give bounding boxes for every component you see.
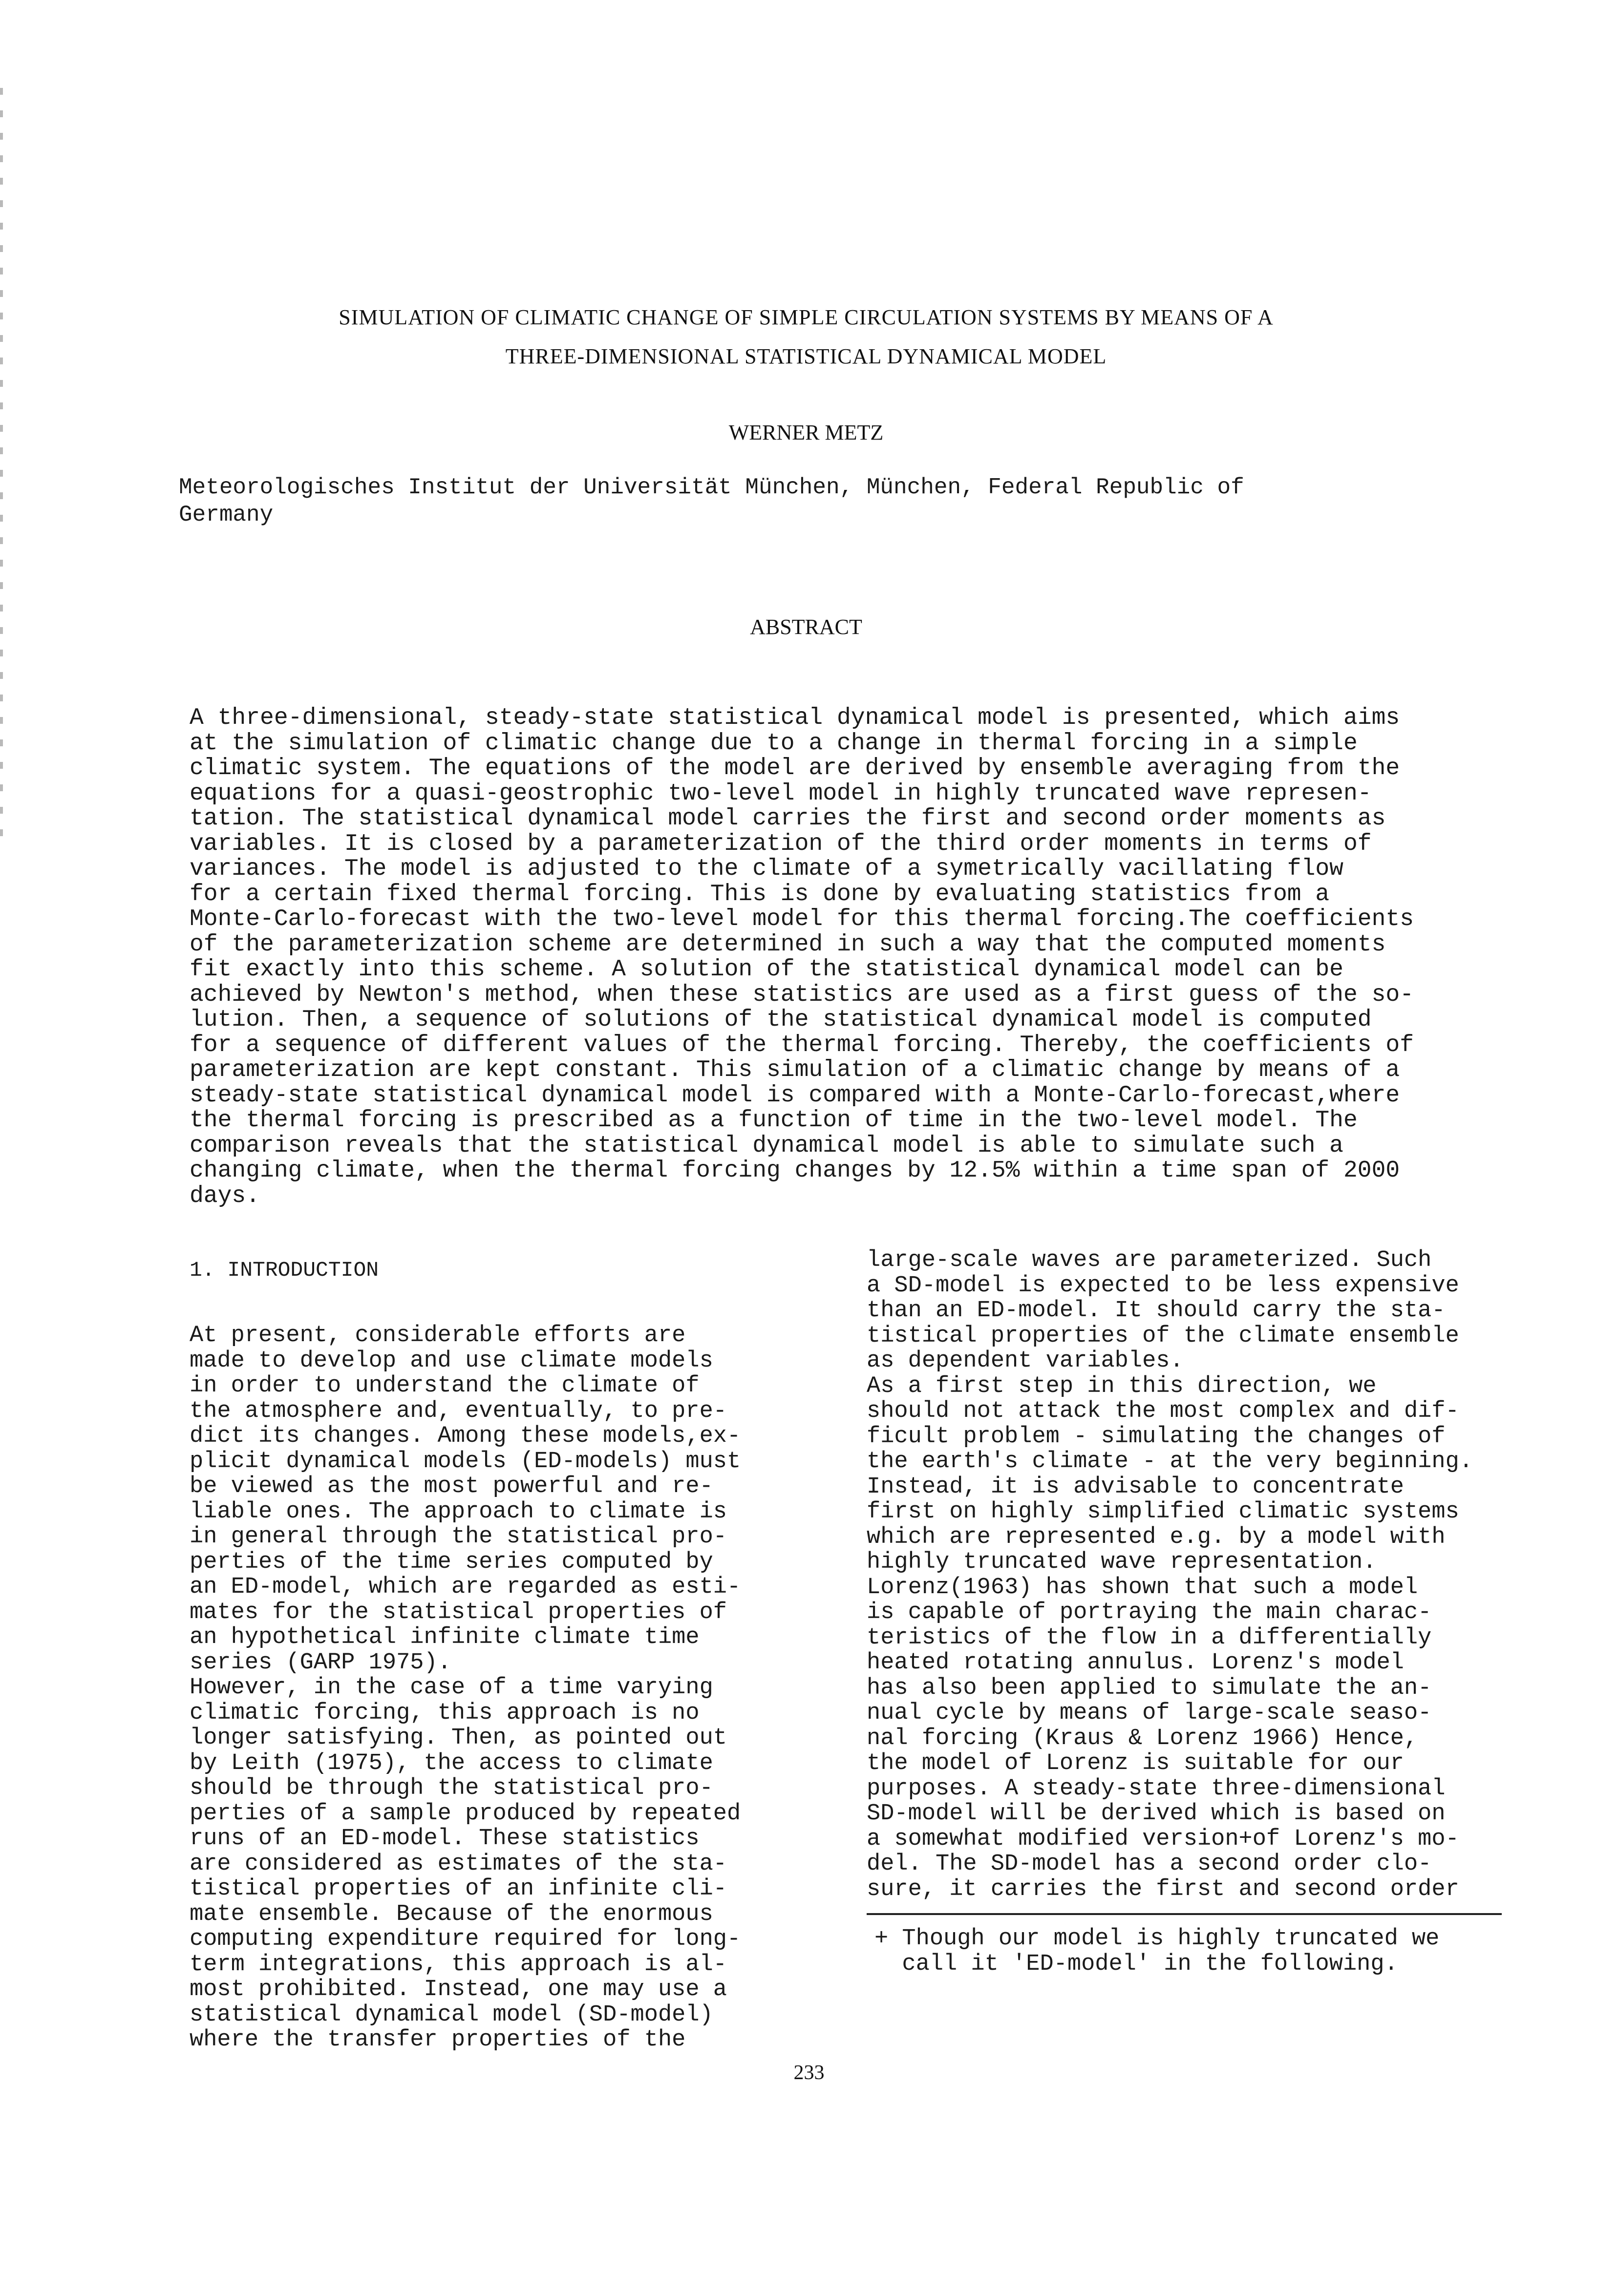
abstract-line: lution. Then, a sequence of solutions of the statistical dynamical model is computed	[190, 1007, 1372, 1033]
section-heading: 1. INTRODUCTION	[190, 1258, 379, 1282]
body-line: runs of an ED-model. These statistics	[190, 1826, 700, 1852]
body-line: climatic forcing, this approach is no	[190, 1700, 700, 1726]
abstract-line: fit exactly into this scheme. A solution of the statistical dynamical model can be	[190, 956, 1343, 983]
body-line: is capable of portraying the main charac-	[867, 1600, 1432, 1625]
body-line: a SD-model is expected to be less expensive	[867, 1272, 1459, 1299]
title-line: SIMULATION OF CLIMATIC CHANGE OF SIMPLE CIRCULATION SYSTEMS BY MEANS OF A	[339, 305, 1274, 329]
body-line: are considered as estimates of the sta-	[190, 1851, 727, 1877]
body-line: longer satisfying. Then, as pointed out	[190, 1725, 727, 1751]
body-line: a somewhat modified version+of Lorenz's mo-	[867, 1826, 1459, 1852]
abstract-line: A three-dimensional, steady-state statistical dynamical model is presented, which aims	[190, 705, 1400, 731]
body-line: Lorenz(1963) has shown that such a model	[867, 1574, 1418, 1601]
body-line: as dependent variables.	[867, 1348, 1184, 1374]
scan-margin-marks	[0, 88, 3, 845]
affiliation-line: Meteorologisches Institut der Universität München, München, Federal Republic of	[179, 475, 1244, 500]
abstract-heading: ABSTRACT	[750, 615, 862, 639]
body-line: nal forcing (Kraus & Lorenz 1966) Hence,	[867, 1725, 1418, 1751]
body-line: made to develop and use climate models	[190, 1348, 713, 1374]
body-line: mates for the statistical properties of	[190, 1599, 727, 1625]
body-line: teristics of the flow in a differentially	[867, 1624, 1432, 1651]
body-line: in order to understand the climate of	[190, 1373, 700, 1399]
abstract-line: steady-state statistical dynamical model is compared with a Monte-Carlo-forecast,where	[190, 1082, 1400, 1109]
body-line: series (GARP 1975).	[190, 1649, 451, 1676]
body-line: be viewed as the most powerful and re-	[190, 1474, 713, 1499]
footnote-rule	[867, 1913, 1502, 1915]
body-line: most prohibited. Instead, one may use a	[190, 1977, 727, 2002]
body-line: heated rotating annulus. Lorenz's model	[867, 1650, 1404, 1676]
body-line: term integrations, this approach is al-	[190, 1951, 727, 1978]
page-number: 233	[793, 2062, 825, 2084]
abstract-line: climatic system. The equations of the model are derived by ensemble averaging from the	[190, 755, 1400, 781]
paper-title	[98, 298, 1514, 376]
body-line: an hypothetical infinite climate time	[190, 1624, 700, 1650]
body-line: At present, considerable efforts are	[190, 1323, 686, 1348]
body-line: first on highly simplified climatic systems	[867, 1499, 1459, 1525]
body-line: should not attack the most complex and dif-	[867, 1398, 1459, 1424]
body-line: SD-model will be derived which is based on	[867, 1801, 1446, 1827]
body-line: which are represented e.g. by a model with	[867, 1524, 1446, 1550]
body-line: dict its changes. Among these models,ex-	[190, 1423, 741, 1449]
paragraph-gap	[190, 1300, 805, 1323]
title-line: THREE-DIMENSIONAL STATISTICAL DYNAMICAL MODEL	[505, 344, 1107, 368]
affiliation-line: Germany	[179, 502, 274, 527]
body-line: statistical dynamical model (SD-model)	[190, 2001, 713, 2028]
right-column	[867, 1248, 1502, 1902]
footnote-line: call it 'ED-model' in the following.	[874, 1951, 1398, 1977]
body-line: tistical properties of the climate ensemble	[867, 1323, 1459, 1349]
body-line: than an ED-model. It should carry the sta-	[867, 1298, 1446, 1324]
body-line: where the transfer properties of the	[190, 2027, 686, 2053]
body-line: large-scale waves are parameterized. Such	[867, 1247, 1432, 1273]
abstract-line: Monte-Carlo-forecast with the two-level model for this thermal forcing.The coefficients	[190, 906, 1414, 932]
body-line: computing expenditure required for long-	[190, 1926, 741, 1952]
body-line: ficult problem - simulating the changes of	[867, 1423, 1446, 1450]
body-line: Instead, it is advisable to concentrate	[867, 1474, 1404, 1500]
footnote-line: + Though our model is highly truncated we	[874, 1926, 1440, 1952]
body-line: mate ensemble. Because of the enormous	[190, 1901, 713, 1927]
abstract-line: of the parameterization scheme are determined in such a way that the computed moments	[190, 931, 1386, 958]
abstract-line: comparison reveals that the statistical dynamical model is able to simulate such a	[190, 1132, 1343, 1159]
body-line: nual cycle by means of large-scale seaso-	[867, 1700, 1432, 1726]
affiliation	[179, 474, 1449, 528]
left-column	[190, 1258, 805, 2053]
body-line: the earth's climate - at the very beginning.	[867, 1449, 1473, 1474]
body-line: However, in the case of a time varying	[190, 1675, 713, 1701]
body-line: tistical properties of an infinite cli-	[190, 1876, 727, 1902]
body-line: by Leith (1975), the access to climate	[190, 1750, 713, 1776]
abstract-line: for a certain fixed thermal forcing. This is done by evaluating statistics from a	[190, 881, 1330, 907]
body-line: As a first step in this direction, we	[867, 1373, 1377, 1399]
body-line: in general through the statistical pro-	[190, 1524, 727, 1550]
body-line: should be through the statistical pro-	[190, 1775, 713, 1801]
body-line: the model of Lorenz is suitable for our	[867, 1750, 1404, 1776]
abstract-line: the thermal forcing is prescribed as a function of time in the two-level model. The	[190, 1107, 1358, 1134]
abstract-line: days.	[190, 1182, 260, 1209]
body-line: liable ones. The approach to climate is	[190, 1498, 727, 1525]
abstract-line: tation. The statistical dynamical model carries the first and second order moments as	[190, 805, 1386, 832]
body-line: perties of the time series computed by	[190, 1549, 713, 1575]
body-line: the atmosphere and, eventually, to pre-	[190, 1398, 727, 1424]
abstract-line: for a sequence of different values of the thermal forcing. Thereby, the coefficients of	[190, 1032, 1414, 1058]
abstract-line: achieved by Newton's method, when these statistics are used as a first guess of the so-	[190, 981, 1414, 1008]
body-line: has also been applied to simulate the an-	[867, 1675, 1432, 1701]
abstract-body	[190, 706, 1518, 1209]
body-line: highly truncated wave representation.	[867, 1549, 1377, 1575]
abstract-line: equations for a quasi-geostrophic two-level model in highly truncated wave represen-	[190, 780, 1372, 807]
body-line: an ED-model, which are regarded as esti-	[190, 1574, 741, 1600]
footnote	[874, 1926, 1505, 1977]
abstract-line: parameterization are kept constant. This simulation of a climatic change by means of a	[190, 1057, 1400, 1083]
author-name: WERNER METZ	[728, 421, 884, 444]
body-line: del. The SD-model has a second order clo-	[867, 1851, 1432, 1877]
body-line: perties of a sample produced by repeated	[190, 1800, 741, 1827]
body-line: sure, it carries the first and second order	[867, 1876, 1459, 1902]
abstract-line: at the simulation of climatic change due to a change in thermal forcing in a simple	[190, 730, 1358, 757]
abstract-line: changing climate, when the thermal forcing changes by 12.5% within a time span of 2000	[190, 1158, 1400, 1184]
abstract-line: variances. The model is adjusted to the climate of a symetrically vacillating flow	[190, 856, 1343, 882]
body-line: purposes. A steady-state three-dimensional	[867, 1775, 1446, 1802]
abstract-line: variables. It is closed by a parameterization of the third order moments in terms of	[190, 830, 1372, 857]
body-line: plicit dynamical models (ED-models) must	[190, 1448, 741, 1474]
